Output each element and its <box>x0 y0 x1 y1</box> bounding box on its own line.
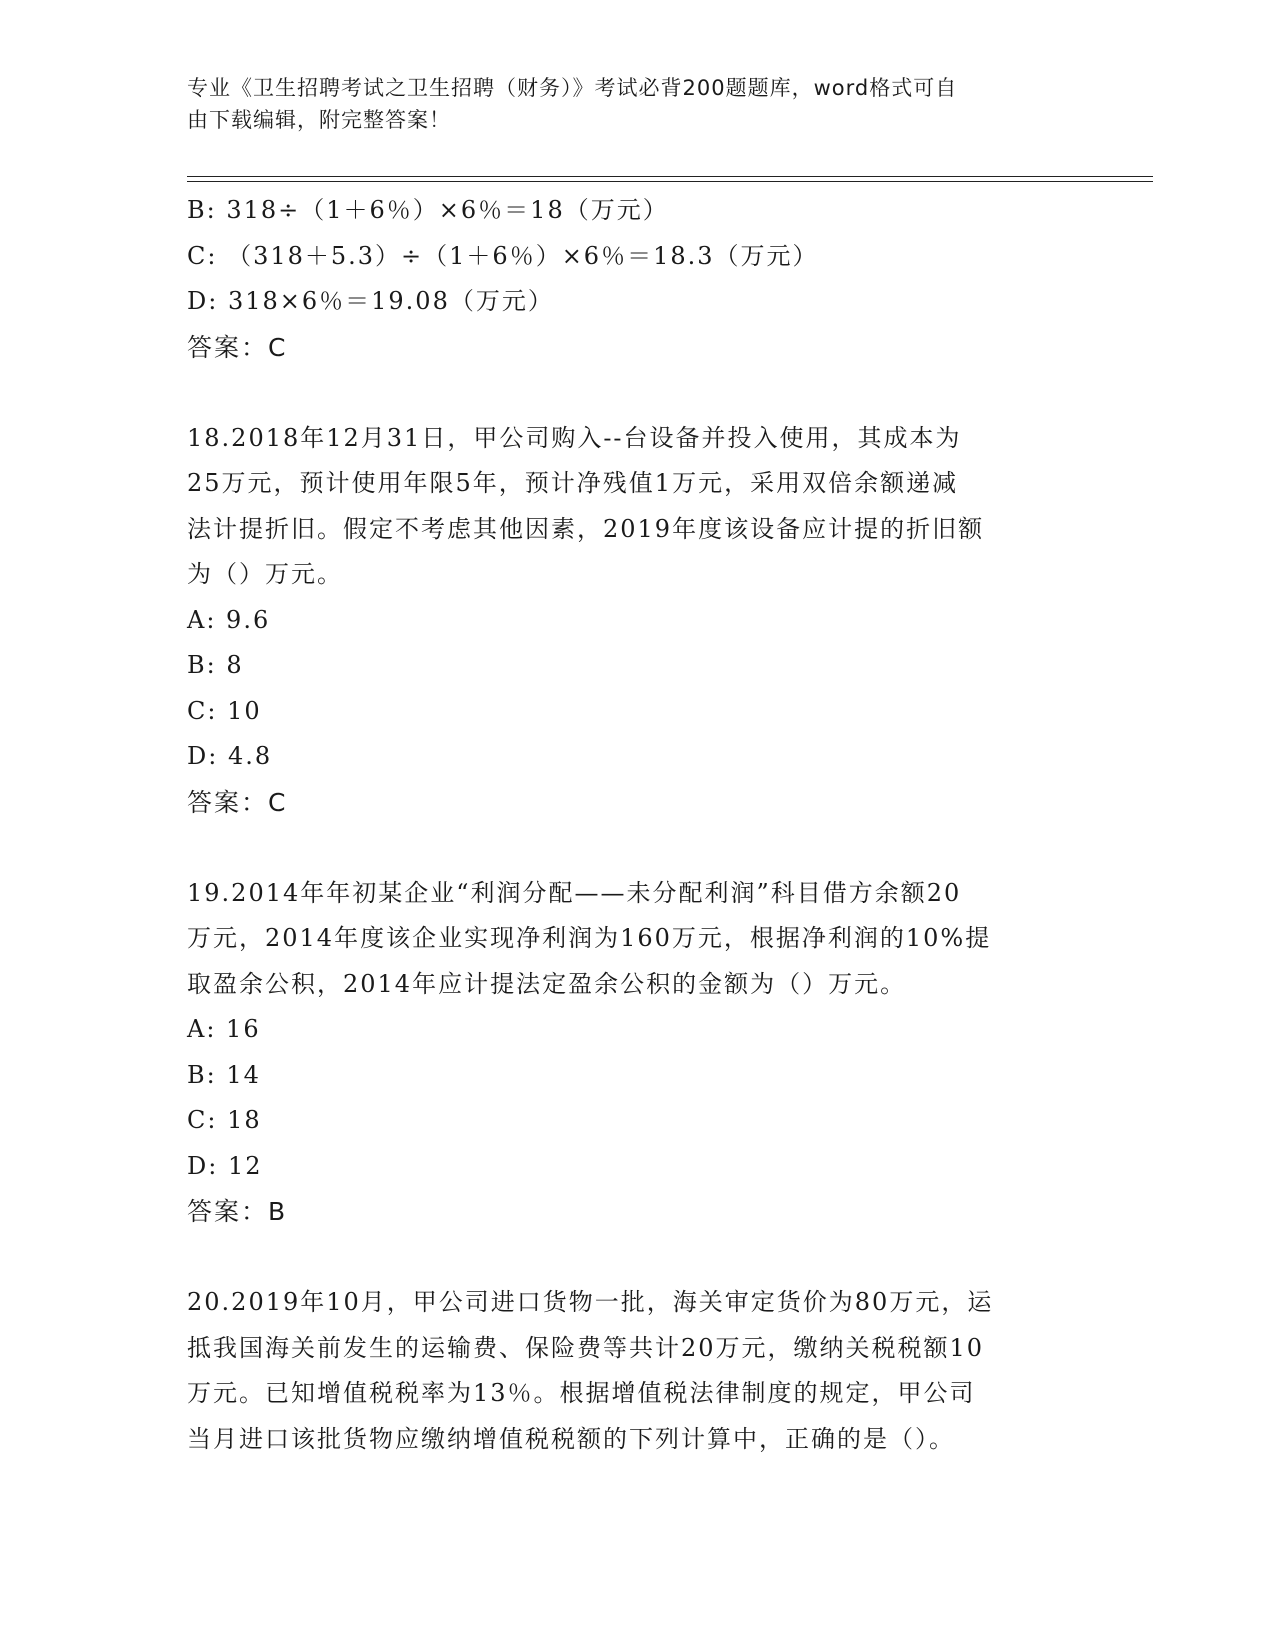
question-18 <box>187 416 1087 826</box>
option-c: C: 10 <box>187 696 262 725</box>
question-text-line: 万元，2014年度该企业实现净利润为160万元，根据净利润的10%提 <box>187 924 992 952</box>
question-text-line: 20.2019年10月，甲公司进口货物一批，海关审定货价为80万元，运 <box>187 1288 994 1316</box>
option-c: C: （318＋5.3）÷（1＋6％）×6％＝18.3（万元） <box>187 241 819 270</box>
answer-line: 答案：B <box>187 1197 288 1226</box>
header-divider <box>187 176 1153 182</box>
question-text-line: 抵我国海关前发生的运输费、保险费等共计20万元，缴纳关税税额10 <box>187 1333 985 1362</box>
question-text-line: 19.2014年年初某企业“利润分配——未分配利润”科目借方余额20 <box>187 878 962 907</box>
question-text-line: 为（）万元。 <box>187 560 343 588</box>
question-text-line: 万元。已知增值税税率为13％。根据增值税法律制度的规定，甲公司 <box>187 1379 976 1407</box>
option-c: C: 18 <box>187 1106 262 1134</box>
answer-line: 答案：C <box>187 332 288 362</box>
question-text-line: 25万元，预计使用年限5年，预计净残值1万元，采用双倍余额递减 <box>187 469 959 497</box>
spacer <box>187 1235 1087 1281</box>
question-text-line: 法计提折旧。假定不考虑其他因素，2019年度该设备应计提的折旧额 <box>187 514 985 543</box>
question-text-line: 取盈余公积，2014年应计提法定盈余公积的金额为（）万元。 <box>187 969 907 998</box>
header-line-1: 专业《卫生招聘考试之卫生招聘（财务）》考试必背200题题库，word格式可自 <box>187 76 958 100</box>
document-header <box>187 72 1067 136</box>
option-b: B: 14 <box>187 1060 261 1089</box>
question-list <box>187 188 1087 1462</box>
header-line-2: 由下载编辑，附完整答案！ <box>187 108 451 132</box>
answer-line: 答案：C <box>187 787 288 817</box>
option-a: A: 16 <box>187 1015 261 1043</box>
question-19 <box>187 871 1087 1235</box>
option-d: D: 4.8 <box>187 742 273 770</box>
question-17 <box>187 188 1087 370</box>
spacer <box>187 370 1087 416</box>
question-text-line: 当月进口该批货物应缴纳增值税税额的下列计算中，正确的是（）。 <box>187 1424 955 1453</box>
option-d: D: 318×6％＝19.08（万元） <box>187 287 554 315</box>
option-a: A: 9.6 <box>187 605 271 634</box>
question-text-line: 18.2018年12月31日，甲公司购入--台设备并投入使用，其成本为 <box>187 423 962 452</box>
option-d: D: 12 <box>187 1151 263 1180</box>
option-b: B: 318÷（1＋6％）×6％＝18（万元） <box>187 196 669 224</box>
question-20 <box>187 1280 1087 1462</box>
spacer <box>187 825 1087 871</box>
option-b: B: 8 <box>187 651 244 679</box>
